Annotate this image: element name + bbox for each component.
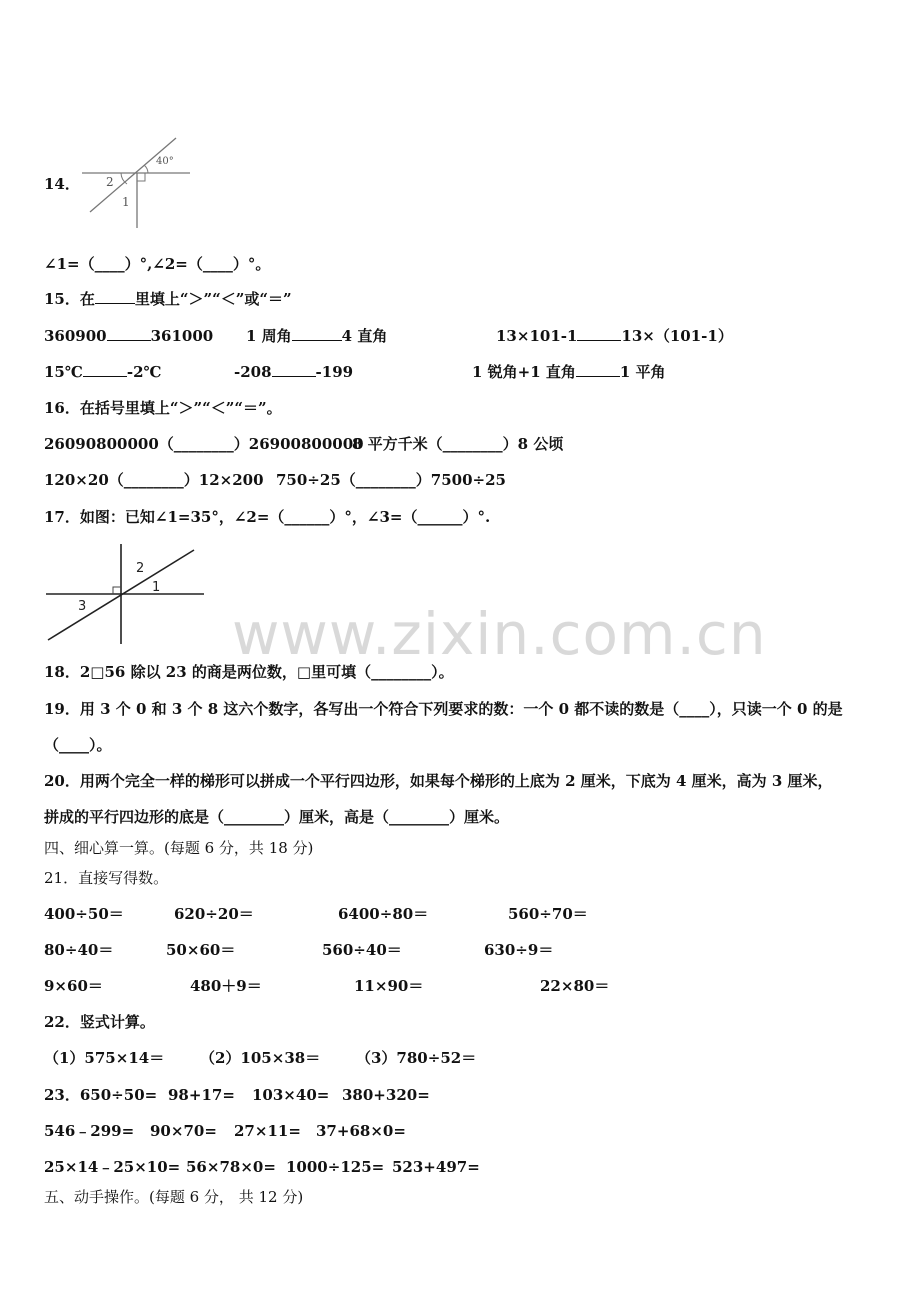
q21-r1-c3: 630÷9＝ xyxy=(484,941,554,959)
q21-r1-c1: 50×60＝ xyxy=(166,941,236,959)
q15-row2-a xyxy=(44,362,162,382)
q15-r2-blank-2[interactable] xyxy=(576,362,620,377)
q14-fig-label-2: 2 xyxy=(106,175,114,189)
q23-r0-c3: 380+320= xyxy=(342,1086,430,1104)
q15-r1-blank-2[interactable] xyxy=(577,326,621,341)
q20-line2: 拼成的平行四边形的底是（________）厘米，高是（________）厘米。 xyxy=(44,808,510,826)
q14-fig-label-1: 1 xyxy=(122,195,130,209)
q21-r0-c0: 400÷50＝ xyxy=(44,905,124,923)
q21-r2-c2: 11×90＝ xyxy=(354,977,424,995)
q15-r1-left-1: 1 周角 xyxy=(246,327,292,345)
q23-r0-c0: 23．650÷50= xyxy=(44,1086,158,1104)
q21-r2-c0: 9×60＝ xyxy=(44,977,103,995)
q17-fig-label-1: 1 xyxy=(152,580,161,595)
q23-r1-c3: 37+68×0= xyxy=(316,1122,406,1140)
q20-line1: 20．用两个完全一样的梯形可以拼成一个平行四边形，如果每个梯形的上底为 2 厘米，下底为 4 厘米，高为 3 厘米， xyxy=(44,772,833,790)
q14-angle-figure xyxy=(78,132,194,232)
q23-r0-c1: 98+17= xyxy=(168,1086,235,1104)
q14-answer-line: ∠1=（____）°,∠2=（____）°。 xyxy=(44,255,271,273)
q22-item-3: （3）780÷52＝ xyxy=(356,1049,477,1067)
q21-r0-c2: 6400÷80＝ xyxy=(338,905,429,923)
q21-r2-c3: 22×80＝ xyxy=(540,977,610,995)
q16-row2-b: 750÷25（________）7500÷25 xyxy=(276,471,506,489)
q23-r2-c3: 523+497= xyxy=(392,1158,480,1176)
q15-r1-left-2: 13×101-1 xyxy=(496,327,578,345)
q23-r2-c2: 1000÷125= xyxy=(286,1158,385,1176)
q22-title: 22．竖式计算。 xyxy=(44,1013,155,1031)
q19-line2: （____）。 xyxy=(44,736,112,754)
watermark: www.zixin.com.cn xyxy=(232,600,767,668)
q15-row1-a xyxy=(44,326,213,346)
q15-r2-left-2: 1 锐角+1 直角 xyxy=(472,363,576,381)
q16-row1-a: 26090800000（________）26900800000 xyxy=(44,435,364,453)
q15-row2-c xyxy=(472,362,666,382)
q21-r0-c3: 560÷70＝ xyxy=(508,905,588,923)
q15-r1-right-1: 4 直角 xyxy=(341,327,388,345)
q23-r2-c0: 25×14﹣25×10= xyxy=(44,1158,181,1176)
q21-r1-c0: 80÷40＝ xyxy=(44,941,114,959)
q15-title-b: 里填上“＞”“＜”或“＝” xyxy=(134,290,292,308)
q14-fig-label-40: 40° xyxy=(156,156,174,167)
q23-r0-c2: 103×40= xyxy=(252,1086,330,1104)
q15-row1-c xyxy=(496,326,733,346)
q16-row2-a: 120×20（________）12×200 xyxy=(44,471,264,489)
q15-r2-left-1: -208 xyxy=(234,363,272,381)
q15-blank[interactable] xyxy=(95,289,135,304)
q21-r0-c1: 620÷20＝ xyxy=(174,905,254,923)
q15-title-a: 15．在 xyxy=(44,290,95,308)
q17-fig-label-3: 3 xyxy=(78,599,87,614)
q22-item-2: （2）105×38＝ xyxy=(200,1049,321,1067)
q23-r2-c1: 56×78×0= xyxy=(186,1158,276,1176)
q15-r2-right-2: 1 平角 xyxy=(619,363,666,381)
q21-r1-c2: 560÷40＝ xyxy=(322,941,402,959)
q21-r2-c1: 480＋9＝ xyxy=(190,977,262,995)
q17-angle-figure xyxy=(44,540,208,646)
q15-r2-left-0: 15℃ xyxy=(44,363,83,381)
q15-r1-right-0: 361000 xyxy=(150,327,214,345)
section-4-heading: 四、细心算一算。(每题 6 分，共 18 分) xyxy=(44,839,314,857)
q21-title: 21．直接写得数。 xyxy=(44,869,169,887)
section-5-heading: 五、动手操作。(每题 6 分， 共 12 分) xyxy=(44,1188,304,1206)
q15-r2-blank-0[interactable] xyxy=(83,362,127,377)
q15-r1-left-0: 360900 xyxy=(44,327,107,345)
q14-number: 14． xyxy=(44,175,80,193)
q15-r2-right-0: -2℃ xyxy=(126,363,162,381)
q15-r2-right-1: -199 xyxy=(315,363,354,381)
q15-row2-b xyxy=(234,362,353,382)
q15-r1-blank-0[interactable] xyxy=(107,326,151,341)
q16-title: 16．在括号里填上“＞”“＜”“＝”。 xyxy=(44,399,282,417)
q16-row1-b: 8 平方千米（________）8 公顷 xyxy=(352,435,564,453)
q15-r1-right-2: 13×（101-1） xyxy=(621,327,733,345)
q18-question: 18．2□56 除以 23 的商是两位数，□里可填（________）。 xyxy=(44,663,454,681)
q15-r1-blank-1[interactable] xyxy=(292,326,342,341)
q22-item-1: （1）575×14＝ xyxy=(44,1049,165,1067)
q23-r1-c0: 546﹣299= xyxy=(44,1122,135,1140)
q15-row1-b xyxy=(246,326,387,346)
q19-line1: 19．用 3 个 0 和 3 个 8 这六个数字，各写出一个符合下列要求的数：一个 0 都不读的数是（____），只读一个 0 的是 xyxy=(44,700,843,718)
q23-r1-c2: 27×11= xyxy=(234,1122,301,1140)
q17-fig-label-2: 2 xyxy=(136,561,145,576)
q23-r1-c1: 90×70= xyxy=(150,1122,217,1140)
q15-title xyxy=(44,289,292,309)
q17-question: 17．如图：已知∠1=35°，∠2=（______）°，∠3=（______）°. xyxy=(44,508,491,526)
q15-r2-blank-1[interactable] xyxy=(272,362,316,377)
